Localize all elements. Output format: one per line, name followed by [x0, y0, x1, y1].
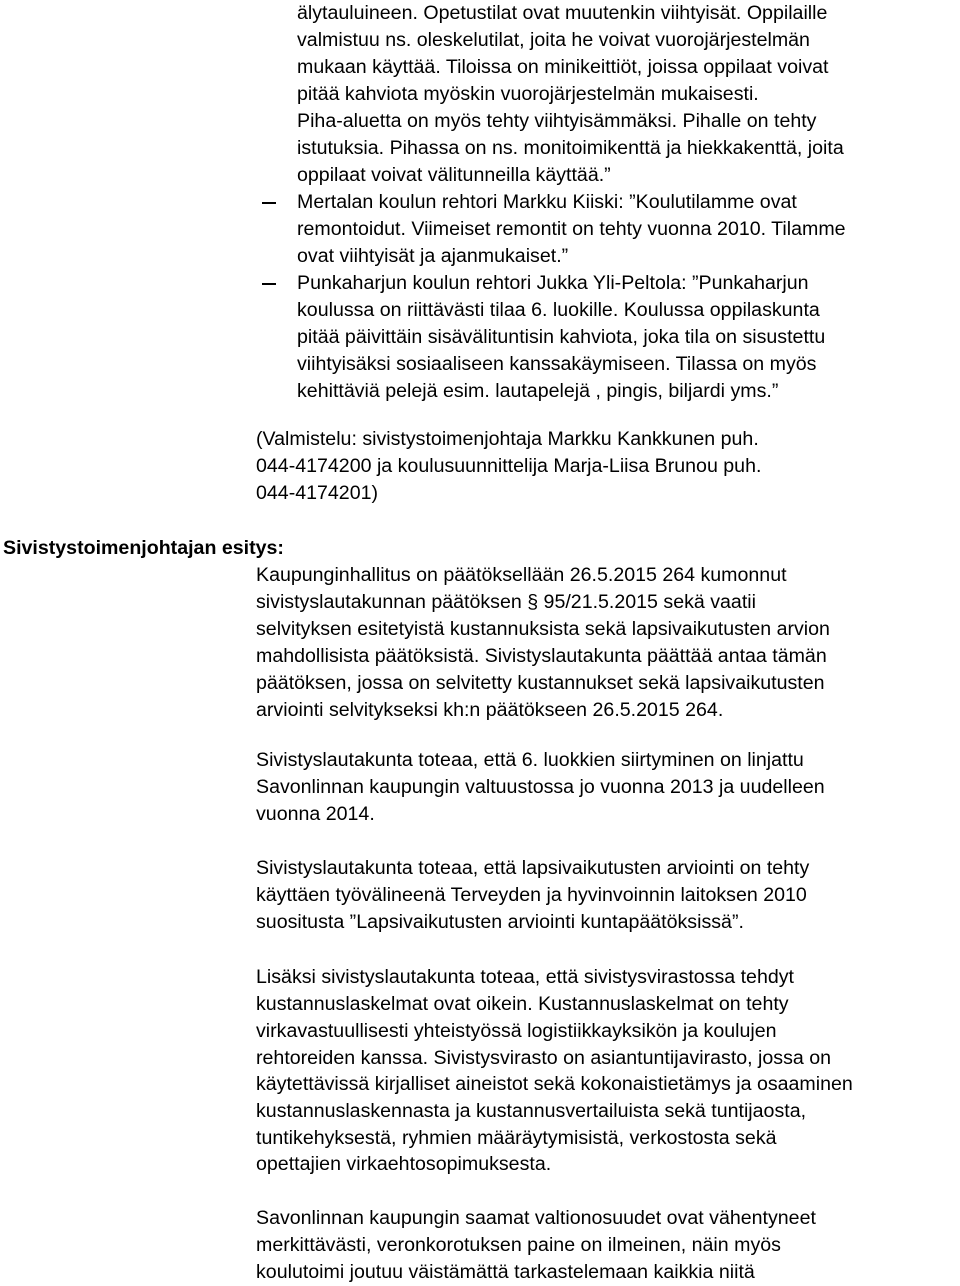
paragraph-line: selvityksen esitetyistä kustannuksista sekä lapsivaikutusten arvion — [256, 618, 830, 640]
paragraph-line: Savonlinnan kaupungin valtuustossa jo vuonna 2013 ja uudelleen — [256, 776, 825, 798]
paragraph-line: Sivistyslautakunta toteaa, että lapsivaikutusten arviointi on tehty — [256, 857, 810, 879]
paragraph-line: virkavastuullisesti yhteistyössä logistiikkayksikön ja koulujen — [256, 1020, 777, 1042]
quote-line: remontoidut. Viimeiset remontit on tehty vuonna 2010. Tilamme — [297, 218, 846, 240]
quote-line: viihtyisäksi sosiaaliseen kanssakäymiseen. Tilassa on myös — [297, 353, 817, 375]
intro-line: Piha-aluetta on myös tehty viihtyisämmäksi. Pihalle on tehty — [297, 110, 817, 132]
intro-line: älytauluineen. Opetustilat ovat muutenkin viihtyisät. Oppilaille — [297, 2, 828, 24]
paragraph-line: käyttäen työvälineenä Terveyden ja hyvinvoinnin laitoksen 2010 — [256, 884, 807, 906]
intro-line: istutuksia. Pihassa on ns. monitoimikenttä ja hiekkakenttä, joita — [297, 137, 844, 159]
paragraph-line: suositusta ”Lapsivaikutusten arviointi kuntapäätöksissä”. — [256, 911, 744, 933]
intro-line: valmistuu ns. oleskelutilat, joita he voivat vuorojärjestelmän — [297, 29, 810, 51]
quote-line: koulussa on riittävästi tilaa 6. luokille. Koulussa oppilaskunta — [297, 299, 820, 321]
quote-line: Punkaharjun koulun rehtori Jukka Yli-Peltola: ”Punkaharjun — [297, 272, 809, 294]
paragraph-line: arviointi selvitykseksi kh:n päätökseen 26.5.2015 264. — [256, 699, 724, 721]
paragraph-line: kustannuslaskennasta ja kustannusvertailuista sekä tuntijaosta, — [256, 1100, 807, 1122]
paragraph-line: käytettävissä kirjalliset aineistot sekä kokonaistietämys ja osaaminen — [256, 1073, 853, 1095]
quote-line: pitää päivittäin sisävälituntisin kahviota, joka tila on sisustettu — [297, 326, 826, 348]
paragraph-line: merkittävästi, veronkorotuksen paine on ilmeinen, näin myös — [256, 1234, 781, 1256]
paragraph-line: Sivistyslautakunta toteaa, että 6. luokkien siirtyminen on linjattu — [256, 749, 804, 771]
proposal-heading: Sivistystoimenjohtajan esitys: — [3, 537, 284, 559]
paragraph-line: mahdollisista päätöksistä. Sivistyslautakunta päättää antaa tämän — [256, 645, 827, 667]
paragraph-line: tuntikehyksestä, ryhmien määräytymisistä, verkostosta sekä — [256, 1127, 777, 1149]
paragraph-line: Savonlinnan kaupungin saamat valtionosuudet ovat vähentyneet — [256, 1207, 816, 1229]
quote-line: ovat viihtyisät ja ajanmukaiset.” — [297, 245, 569, 267]
preparation-line: 044-4174200 ja koulusuunnittelija Marja-Liisa Brunou puh. — [256, 455, 762, 477]
paragraph-line: Kaupunginhallitus on päätöksellään 26.5.2015 264 kumonnut — [256, 564, 787, 586]
paragraph-line: koulutoimi joutuu väistämättä tarkastelemaan kaikkia niitä — [256, 1261, 755, 1283]
paragraph-line: Lisäksi sivistyslautakunta toteaa, että sivistysvirastossa tehdyt — [256, 966, 794, 988]
preparation-line: (Valmistelu: sivistystoimenjohtaja Markku Kankkunen puh. — [256, 428, 759, 450]
preparation-line: 044-4174201) — [256, 482, 379, 504]
dash-bullet-icon — [262, 283, 276, 285]
intro-line: pitää kahviota myöskin vuorojärjestelmän mukaisesti. — [297, 83, 759, 105]
paragraph-line: opettajien virkaehtosopimuksesta. — [256, 1153, 552, 1175]
intro-line: mukaan käyttää. Tiloissa on minikeittiöt, joissa oppilaat voivat — [297, 56, 829, 78]
paragraph-line: sivistyslautakunnan päätöksen § 95/21.5.2015 sekä vaatii — [256, 591, 756, 613]
dash-bullet-icon — [262, 202, 276, 204]
paragraph-line: vuonna 2014. — [256, 803, 375, 825]
quote-line: kehittäviä pelejä esim. lautapelejä , pingis, biljardi yms.” — [297, 380, 779, 402]
paragraph-line: rehtoreiden kanssa. Sivistysvirasto on asiantuntijavirasto, jossa on — [256, 1047, 832, 1069]
paragraph-line: päätöksen, jossa on selvitetty kustannukset sekä lapsivaikutusten — [256, 672, 825, 694]
paragraph-line: kustannuslaskelmat ovat oikein. Kustannuslaskelmat on tehty — [256, 993, 789, 1015]
quote-line: Mertalan koulun rehtori Markku Kiiski: ”Koulutilamme ovat — [297, 191, 797, 213]
intro-line: oppilaat voivat välitunneilla käyttää.” — [297, 164, 611, 186]
